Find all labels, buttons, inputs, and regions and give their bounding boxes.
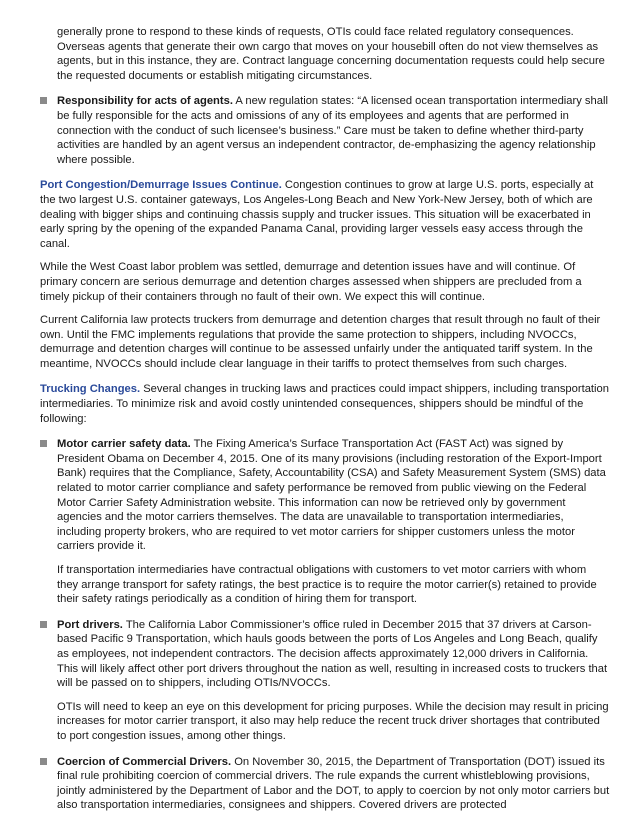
paragraph-housebill-agents: generally prone to respond to these kinds of requests, OTIs could face related regulatory consequences. Overseas agents that generate their own cargo that moves on your housebill often do not view themselves as agents, but in this instance, they are. Contract language concerning documentation requests could help secure the requested documents or establish mitigating circumstances. (57, 26, 605, 82)
square-bullet-icon (40, 621, 47, 628)
list-item-followup: OTIs will need to keep an eye on this development for pricing purposes. While the decision may result in pricing increases for motor carrier transport, it also may help reduce the recent truck driver shortages that contributed to port congestion issues, among other things. (57, 700, 609, 742)
list-item-lead: Port drivers. (57, 618, 123, 631)
list-item-safety-data (40, 437, 610, 607)
square-bullet-icon (40, 97, 47, 104)
list-item-lead: Coercion of Commercial Drivers. (57, 755, 232, 768)
list-item-text: Coercion of Commercial Drivers. On November 30, 2015, the Department of Transportation (DOT) issued its final rule prohibiting coercion of commercial drivers. The rule expands the current whistleblowing provisions, jointly administered by the Department of Labor and the DOT, to apply to coercion by not only motor carriers but also transportation intermediaries, consignees and shippers. Covered drivers are protected (57, 755, 610, 812)
list-item-coercion (40, 755, 610, 813)
section-heading: Port Congestion/Demurrage Issues Continue. (40, 179, 282, 192)
list-item-text: Port drivers. The California Labor Commissioner’s office ruled in December 2015 that 37 drivers at Carson-based Pacific 9 Transportation, which hauls goods between the ports of Los Angeles and Long Beach, qualify as employees, not independent contractors. The decision affects approximately 12,000 drivers in California. This will likely affect other port drivers throughout the nation as well, resulting in increased costs to truckers that will be passed on to shippers, including OTIs/NVOCCs. (57, 618, 608, 690)
list-item-lead: Motor carrier safety data. (57, 438, 191, 451)
paragraph-west-coast: While the West Coast labor problem was settled, demurrage and detention issues have and will continue. Of primary concern are serious demurrage and detention charges assessed when shippers are precluded from a timely pickup of their containers through no fault of their own. We expect this will continue. (40, 261, 582, 303)
section-trucking-changes: Trucking Changes. Several changes in trucking laws and practices could impact shippers, including transportation intermediaries. To minimize risk and avoid costly unintended consequences, shippers should be mindful of the following: (40, 383, 609, 425)
list-item-text: Motor carrier safety data. The Fixing America’s Surface Transportation Act (FAST Act) was signed by President Obama on December 4, 2015. One of its many provisions (including restoration of the Export-Import Bank) requires that the Compliance, Safety, Accountability (CSA) and Safety Measurement System (SMS) data related to motor carrier compliance and safety performance be removed from public viewing on the Federal Motor Carrier Safety Administration website. This information can now be retrieved only by government agencies and the motor carriers themselves. The data are unavailable to transportation intermediaries, including property brokers, who are required to vet motor carriers for shipper customers unless the motor carriers provide it. (57, 438, 606, 553)
section-port-congestion: Port Congestion/Demurrage Issues Continue. Congestion continues to grow at large U.S. ports, especially at the two largest U.S. container gateways, Los Angeles-Long Beach and New York-New Jersey, both of which are dealing with bigger ships and continuing chassis supply and trucker issues. This situation will be exacerbated in early spring by the opening of the expanded Panama Canal, providing larger vessels easy access through the canal. (40, 179, 594, 250)
section-heading: Trucking Changes. (40, 383, 141, 396)
list-item-text: Responsibility for acts of agents. A new regulation states: “A licensed ocean transportation intermediary shall be fully responsible for the acts and omissions of any of its employees and agents that are performed in connection with the conduct of such licensee’s business.” Care must be taken to define whether third-party activities are handled by an agent versus an independent contractor, de-emphasizing the agency relationship where possible. (57, 95, 608, 166)
square-bullet-icon (40, 440, 47, 447)
square-bullet-icon (40, 758, 47, 765)
paragraph-california-law: Current California law protects truckers from demurrage and detention charges that result through no fault of their own. Until the FMC implements regulations that provide the same protection to shippers, including NVOCCs, demurrage and detention charges will continue to be assessed unfairly under the antiquated tariff system. In the meantime, NVOCCs should include clear language in their tariffs to protect themselves from such charges. (40, 314, 601, 370)
list-item-agents (40, 94, 610, 167)
list-item-followup: If transportation intermediaries have contractual obligations with customers to vet motor carriers with whom they arrange transport for safety ratings, the best practice is to require the motor carrier(s) retained to provide their safety ratings periodically as a condition of hiring them for transport. (57, 564, 597, 606)
list-item-port-drivers (40, 618, 610, 744)
list-item-lead: Responsibility for acts of agents. (57, 95, 233, 108)
